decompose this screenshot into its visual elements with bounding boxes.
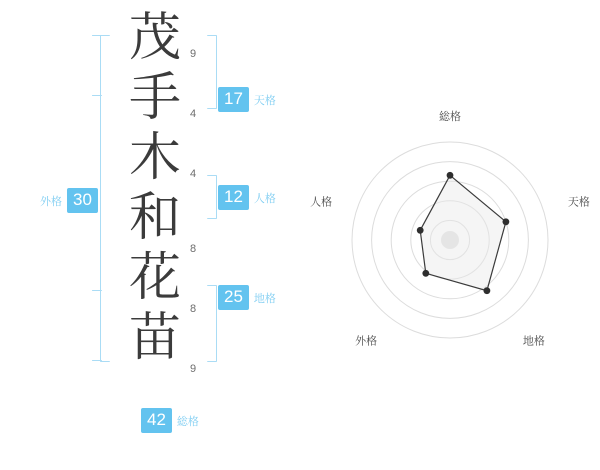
chikaku-label: 地格 <box>253 292 276 305</box>
radar-point <box>447 172 454 179</box>
gaikaku-tick-bottom <box>92 360 102 361</box>
radar-point <box>484 287 491 294</box>
tenkaku-bracket <box>207 35 217 109</box>
radar-axis-label: 地格 <box>522 335 545 348</box>
kanji-char: 苗 <box>128 308 181 368</box>
jinkaku-value: 12 <box>218 185 249 210</box>
chikaku-bracket <box>207 285 217 362</box>
kanji-char: 茂 <box>128 8 181 68</box>
stroke-count: 4 <box>190 168 197 180</box>
gaikaku-value: 30 <box>67 188 98 213</box>
stroke-count: 9 <box>190 48 197 60</box>
radar-svg <box>300 0 600 470</box>
stroke-count: 8 <box>190 303 197 315</box>
badge-chikaku <box>218 285 276 310</box>
radar-axis-label: 総格 <box>439 111 461 123</box>
soukaku-value: 42 <box>141 408 172 433</box>
gaikaku-tick <box>92 290 102 291</box>
kanji-char: 和 <box>128 188 181 248</box>
jinkaku-bracket <box>207 175 217 219</box>
stroke-count: 8 <box>190 243 197 255</box>
radar-point <box>422 270 429 277</box>
radar-point <box>417 227 424 234</box>
stroke-count: 4 <box>190 108 197 120</box>
kanji-column <box>122 8 188 368</box>
radar-point <box>503 218 510 225</box>
gaikaku-label: 外格 <box>40 195 62 208</box>
badge-tenkaku <box>218 87 276 112</box>
radar-series <box>417 172 510 294</box>
radar-chart <box>300 0 600 470</box>
chikaku-value: 25 <box>218 285 249 310</box>
tenkaku-label: 天格 <box>253 94 276 107</box>
radar-polygon <box>420 175 506 290</box>
radar-axis-label: 外格 <box>355 335 378 348</box>
kanji-char: 花 <box>128 248 181 308</box>
gaikaku-tick <box>92 95 102 96</box>
stroke-count: 9 <box>190 363 197 375</box>
badge-soukaku <box>141 408 199 433</box>
gaikaku-bracket <box>100 35 110 362</box>
radar-axis-label: 人格 <box>310 196 333 209</box>
jinkaku-label: 人格 <box>253 192 276 205</box>
badge-jinkaku <box>218 185 276 210</box>
soukaku-label: 総格 <box>176 415 199 428</box>
gaikaku-tick-top <box>92 35 102 36</box>
badge-gaikaku <box>40 188 98 213</box>
radar-axis-label: 天格 <box>567 196 590 209</box>
kanji-char: 木 <box>128 128 181 188</box>
tenkaku-value: 17 <box>218 87 249 112</box>
kanji-char: 手 <box>128 68 181 128</box>
